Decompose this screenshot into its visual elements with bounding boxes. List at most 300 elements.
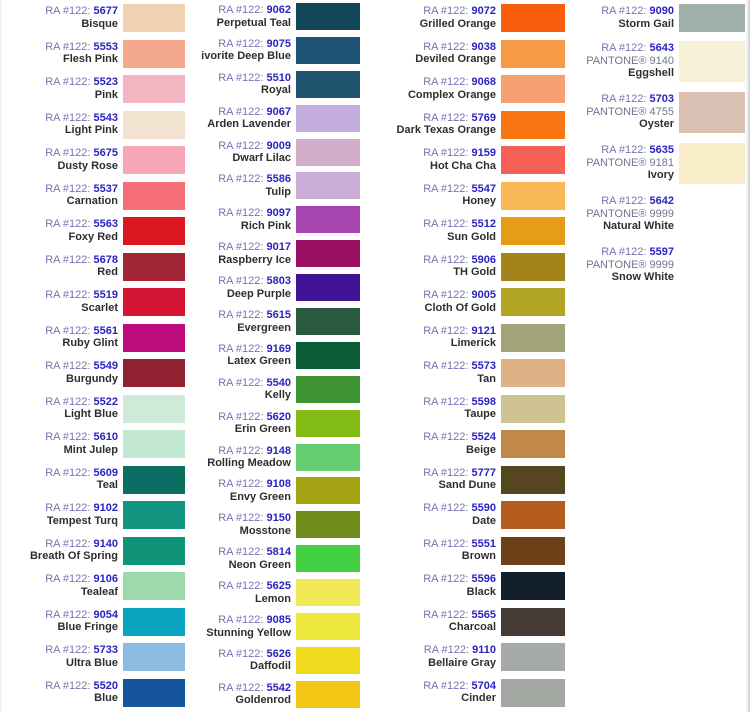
entry-code-line	[191, 72, 291, 85]
entry-name: Storm Gail	[618, 17, 674, 30]
entry-prefix: RA #122:	[218, 647, 264, 660]
entry-name: Dark Texas Orange	[396, 124, 496, 136]
entry-code-line	[391, 183, 496, 196]
color-swatch	[123, 253, 185, 281]
entry-code-line	[0, 431, 118, 444]
entry-code-line	[0, 538, 118, 551]
color-swatch	[296, 172, 360, 199]
color-entry	[0, 2, 185, 38]
entry-code: 9017	[266, 241, 291, 254]
entry-prefix: RA #122:	[218, 275, 264, 288]
color-entry	[391, 215, 565, 251]
color-swatch	[501, 217, 565, 245]
entry-code-line	[191, 614, 291, 627]
entry-code-line	[0, 609, 118, 622]
entry-label	[191, 35, 291, 63]
entry-label	[0, 2, 118, 30]
entry-code: 5610	[93, 431, 118, 443]
entry-code-line	[391, 609, 496, 622]
entry-code: 9148	[266, 444, 291, 457]
entry-code-line	[565, 5, 674, 18]
entry-code: 5615	[266, 309, 291, 322]
entry-prefix: RA #122:	[423, 573, 469, 585]
entry-prefix: RA #122:	[423, 502, 469, 514]
entry-name: Teal	[96, 479, 118, 491]
entry-label	[191, 509, 291, 537]
entry-code-line	[391, 538, 496, 551]
entry-label	[0, 499, 118, 527]
entry-code: 5537	[93, 182, 118, 195]
color-swatch	[123, 501, 185, 529]
color-swatch	[501, 643, 565, 671]
entry-label	[191, 137, 291, 165]
entry-prefix: RA #122:	[423, 324, 469, 337]
color-swatch	[296, 206, 360, 233]
entry-code: 5906	[471, 253, 496, 266]
entry-code-line	[391, 76, 496, 89]
entry-name: Complex Orange	[407, 88, 496, 101]
color-entry	[391, 570, 565, 606]
entry-prefix: RA #122:	[218, 410, 264, 423]
color-entry	[191, 137, 360, 171]
entry-code: 9108	[266, 478, 291, 491]
entry-label	[0, 144, 118, 172]
entry-label	[391, 251, 496, 279]
entry-code: 9106	[93, 573, 118, 585]
color-entry	[391, 286, 565, 322]
entry-label	[0, 215, 118, 243]
entry-code: 9102	[93, 502, 118, 514]
entry-label	[391, 38, 496, 66]
color-entry	[191, 340, 360, 374]
entry-prefix: RA #122:	[45, 608, 91, 621]
entry-prefix: RA #122:	[218, 681, 264, 694]
entry-prefix: RA #122:	[45, 40, 91, 53]
entry-name: Goldenrod	[235, 694, 291, 707]
entry-code-line	[191, 241, 291, 254]
color-entry	[191, 408, 360, 442]
entry-pantone: PANTONE® 9181	[586, 156, 674, 169]
entry-name: Hot Cha Cha	[430, 159, 496, 172]
entry-label	[191, 374, 291, 402]
color-swatch	[501, 182, 565, 210]
entry-name: Ruby Glint	[62, 337, 118, 349]
entry-prefix: RA #122:	[45, 253, 91, 266]
entry-prefix: RA #122:	[218, 173, 264, 186]
color-entry	[0, 606, 185, 642]
entry-code-line	[391, 644, 496, 657]
entry-name: Latex Green	[227, 355, 291, 368]
color-entry	[391, 73, 565, 109]
entry-pantone: PANTONE® 9140	[586, 54, 674, 67]
color-swatch	[123, 75, 185, 103]
entry-name: Sand Dune	[438, 479, 496, 491]
entry-name: Arden Lavender	[207, 118, 291, 131]
entry-label	[191, 679, 291, 707]
entry-code: 5551	[471, 537, 496, 550]
entry-prefix: RA #122:	[45, 395, 91, 408]
entry-prefix: RA #122:	[423, 644, 470, 656]
entry-name: Deviled Orange	[415, 53, 496, 65]
entry-name: Blue Fringe	[57, 621, 118, 633]
entry-prefix: RA #122:	[423, 431, 469, 443]
entry-code: 9062	[266, 4, 291, 16]
color-entry	[191, 103, 360, 137]
entry-label	[391, 357, 496, 385]
entry-name: Kelly	[264, 389, 291, 402]
entry-label	[391, 677, 496, 705]
entry-code-line	[191, 512, 291, 525]
color-swatch	[296, 545, 360, 572]
entry-label	[0, 535, 118, 563]
entry-code-line	[191, 38, 291, 51]
color-swatch	[501, 253, 565, 281]
entry-code-line	[0, 183, 118, 196]
entry-code: 5642	[649, 195, 674, 207]
entry-label	[191, 1, 291, 29]
color-swatch	[501, 75, 565, 103]
entry-label	[391, 322, 496, 350]
entry-prefix: RA #122:	[218, 478, 264, 491]
entry-code-line	[391, 431, 496, 444]
entry-code: 5553	[93, 40, 118, 53]
entry-name: Tan	[477, 372, 496, 385]
entry-label	[191, 103, 291, 131]
entry-prefix: RA #122:	[423, 395, 469, 408]
entry-name: Tulip	[265, 185, 291, 198]
color-swatch	[501, 679, 565, 707]
entry-code: 9005	[471, 289, 496, 301]
entry-name: Natural White	[603, 220, 674, 232]
entry-label	[391, 499, 496, 527]
entry-prefix: RA #122:	[218, 4, 264, 16]
color-entry	[191, 679, 360, 713]
entry-label	[391, 109, 496, 137]
entry-name: Grilled Orange	[419, 17, 496, 30]
color-swatch	[679, 92, 745, 133]
entry-code: 5573	[471, 360, 496, 372]
color-swatch	[501, 572, 565, 600]
entry-code-line	[0, 218, 118, 231]
color-swatch	[296, 37, 360, 64]
entry-prefix: RA #122:	[423, 608, 469, 621]
entry-code: 5512	[471, 218, 496, 230]
color-swatch	[123, 679, 185, 707]
entry-prefix: RA #122:	[423, 679, 469, 692]
entry-label	[0, 322, 118, 350]
entry-code: 5596	[471, 573, 496, 585]
entry-name: ivorite Deep Blue	[201, 50, 291, 63]
entry-name: Tealeaf	[80, 585, 118, 598]
entry-label	[391, 606, 496, 634]
entry-label	[191, 238, 291, 266]
entry-name: Rich Pink	[240, 219, 291, 232]
color-swatch	[679, 4, 745, 32]
entry-label	[191, 577, 291, 605]
entry-label	[565, 192, 674, 233]
color-entry	[0, 428, 185, 464]
entry-name: Ultra Blue	[66, 656, 118, 669]
color-swatch	[296, 477, 360, 504]
entry-name: Limerick	[450, 337, 496, 349]
entry-label	[391, 180, 496, 208]
entry-name: Taupe	[464, 408, 496, 420]
color-swatch	[296, 613, 360, 640]
entry-code: 9159	[471, 147, 496, 159]
color-swatch	[501, 146, 565, 174]
entry-code: 5814	[266, 546, 291, 559]
entry-prefix: RA #122:	[218, 444, 264, 457]
entry-name: Mint Julep	[63, 443, 118, 456]
entry-code: 5597	[649, 246, 674, 258]
entry-label	[0, 677, 118, 705]
entry-name: Burgundy	[66, 372, 118, 385]
entry-label	[391, 73, 496, 101]
color-entry	[391, 464, 565, 500]
entry-name: Carnation	[66, 195, 118, 207]
entry-code-line	[565, 144, 674, 157]
entry-label	[565, 243, 674, 284]
entry-code-line	[391, 325, 496, 338]
entry-label	[191, 611, 291, 639]
entry-code: 5520	[93, 679, 118, 692]
entry-name: Dusty Rose	[57, 159, 118, 172]
entry-name: Eggshell	[628, 67, 674, 79]
entry-code: 5675	[93, 147, 118, 159]
entry-code-line	[191, 140, 291, 153]
color-swatch	[123, 217, 185, 245]
entry-code-line	[565, 195, 674, 208]
entry-label	[0, 357, 118, 385]
entry-name: Bisque	[81, 17, 118, 30]
color-entry	[391, 499, 565, 535]
color-swatch	[123, 4, 185, 32]
color-swatch	[123, 395, 185, 423]
entry-label	[191, 69, 291, 97]
entry-prefix: RA #122:	[423, 218, 469, 230]
entry-name: Date	[472, 514, 496, 527]
entry-code-line	[391, 147, 496, 160]
color-entry	[391, 251, 565, 287]
color-swatch	[296, 342, 360, 369]
entry-name: Erin Green	[234, 423, 291, 436]
color-swatch	[679, 194, 745, 235]
entry-prefix: RA #122:	[423, 360, 469, 372]
color-entry	[191, 645, 360, 679]
entry-name: Bellaire Gray	[428, 656, 496, 669]
color-entry	[391, 2, 565, 38]
entry-code-line	[191, 173, 291, 186]
entry-label	[0, 428, 118, 456]
entry-code-line	[191, 275, 291, 288]
color-entry	[391, 428, 565, 464]
entry-code-line	[565, 42, 674, 55]
entry-name: Royal	[261, 84, 291, 97]
color-entry	[391, 322, 565, 358]
entry-label	[191, 442, 291, 470]
entry-code: 5704	[471, 679, 496, 692]
entry-label	[391, 464, 496, 492]
entry-label	[565, 141, 674, 182]
entry-pantone: PANTONE® 4755	[586, 105, 674, 118]
entry-code-line	[391, 254, 496, 267]
entry-prefix: RA #122:	[218, 580, 264, 593]
entry-prefix: RA #122:	[423, 5, 469, 17]
entry-prefix: RA #122:	[218, 512, 264, 525]
entry-code-line	[0, 76, 118, 89]
color-entry	[191, 509, 360, 543]
color-entry	[0, 38, 185, 74]
entry-prefix: RA #122:	[218, 614, 264, 627]
entry-prefix: RA #122:	[423, 182, 469, 195]
color-swatch	[296, 511, 360, 538]
entry-code: 5561	[93, 324, 118, 337]
color-entry	[0, 393, 185, 429]
entry-name: Beige	[466, 443, 496, 456]
entry-label	[565, 2, 674, 30]
color-column-4	[565, 2, 745, 294]
color-swatch	[123, 643, 185, 671]
entry-name: Cinder	[461, 692, 496, 704]
entry-code-line	[391, 396, 496, 409]
entry-prefix: RA #122:	[601, 5, 647, 17]
entry-label	[0, 109, 118, 137]
entry-label	[0, 641, 118, 669]
entry-code-line	[391, 467, 496, 480]
entry-name: Dwarf Lilac	[232, 152, 291, 165]
color-swatch	[501, 608, 565, 636]
entry-code: 9009	[266, 139, 291, 152]
entry-code-line	[191, 4, 291, 17]
entry-label	[191, 306, 291, 334]
entry-code: 5523	[93, 76, 118, 88]
color-swatch	[123, 608, 185, 636]
entry-code: 5549	[93, 360, 118, 372]
entry-code-line	[0, 147, 118, 160]
color-entry	[391, 180, 565, 216]
entry-code: 5635	[649, 144, 674, 156]
entry-code: 5626	[266, 647, 291, 660]
entry-prefix: RA #122:	[45, 147, 91, 159]
entry-label	[0, 38, 118, 66]
entry-code-line	[191, 682, 291, 695]
color-swatch	[123, 537, 185, 565]
color-entry	[391, 535, 565, 571]
color-entry	[191, 374, 360, 408]
entry-prefix: RA #122:	[218, 376, 264, 389]
entry-code-line	[565, 93, 674, 106]
entry-name: Blue	[94, 692, 118, 704]
entry-name: Oyster	[639, 118, 674, 130]
entry-code: 9067	[266, 105, 291, 118]
color-swatch	[501, 537, 565, 565]
color-swatch	[296, 579, 360, 606]
entry-name: Cloth Of Gold	[424, 301, 496, 314]
color-entry	[0, 499, 185, 535]
color-swatch	[296, 444, 360, 471]
entry-code-line	[0, 112, 118, 125]
entry-code: 5565	[471, 608, 496, 621]
entry-code: 5510	[266, 71, 291, 84]
entry-prefix: RA #122:	[45, 502, 91, 514]
color-entry	[0, 641, 185, 677]
color-swatch	[296, 71, 360, 98]
entry-prefix: RA #122:	[45, 289, 91, 301]
entry-code-line	[0, 254, 118, 267]
entry-label	[191, 645, 291, 673]
entry-code: 5542	[266, 681, 291, 694]
color-entry	[0, 215, 185, 251]
entry-code-line	[0, 573, 118, 586]
color-swatch	[296, 681, 360, 708]
color-entry	[191, 35, 360, 69]
entry-code: 9169	[266, 342, 291, 355]
entry-code: 5522	[93, 395, 118, 408]
entry-prefix: RA #122:	[601, 93, 647, 105]
entry-name: Light Pink	[64, 124, 118, 136]
color-entry	[191, 577, 360, 611]
color-swatch	[501, 324, 565, 352]
entry-code: 5677	[93, 5, 118, 17]
entry-name: Flesh Pink	[62, 53, 118, 65]
color-entry	[0, 180, 185, 216]
entry-code-line	[191, 343, 291, 356]
entry-code-line	[0, 325, 118, 338]
entry-code-line	[191, 106, 291, 119]
color-entry	[565, 141, 745, 192]
entry-prefix: RA #122:	[45, 5, 91, 17]
entry-code-line	[191, 478, 291, 491]
color-swatch	[296, 105, 360, 132]
entry-label	[391, 641, 496, 669]
entry-code-line	[391, 680, 496, 693]
right-edge-shadow	[746, 0, 750, 712]
entry-prefix: RA #122:	[218, 309, 264, 322]
color-entry	[191, 204, 360, 238]
color-entry	[565, 90, 745, 141]
color-entry	[191, 1, 360, 35]
entry-label	[191, 340, 291, 368]
entry-name: Stunning Yellow	[206, 626, 291, 639]
entry-label	[391, 144, 496, 172]
entry-name: Evergreen	[237, 321, 291, 334]
entry-code-line	[0, 360, 118, 373]
entry-code-line	[191, 445, 291, 458]
color-entry	[0, 322, 185, 358]
entry-code: 5643	[649, 42, 674, 54]
entry-code: 5625	[266, 580, 291, 593]
entry-code: 5733	[93, 644, 118, 656]
color-entry	[391, 606, 565, 642]
entry-code: 5540	[266, 376, 291, 389]
color-entry	[391, 109, 565, 145]
color-entry	[391, 38, 565, 74]
entry-code-line	[391, 112, 496, 125]
entry-prefix: RA #122:	[45, 324, 91, 337]
entry-code: 9121	[471, 324, 496, 337]
entry-prefix: RA #122:	[423, 289, 469, 301]
color-swatch	[123, 40, 185, 68]
entry-label	[565, 39, 674, 80]
entry-label	[191, 475, 291, 503]
color-swatch	[123, 359, 185, 387]
color-swatch	[501, 466, 565, 494]
entry-prefix: RA #122:	[45, 573, 91, 585]
color-swatch	[501, 111, 565, 139]
entry-code: 5803	[266, 275, 291, 288]
color-entry	[0, 286, 185, 322]
entry-code: 9110	[472, 644, 496, 656]
